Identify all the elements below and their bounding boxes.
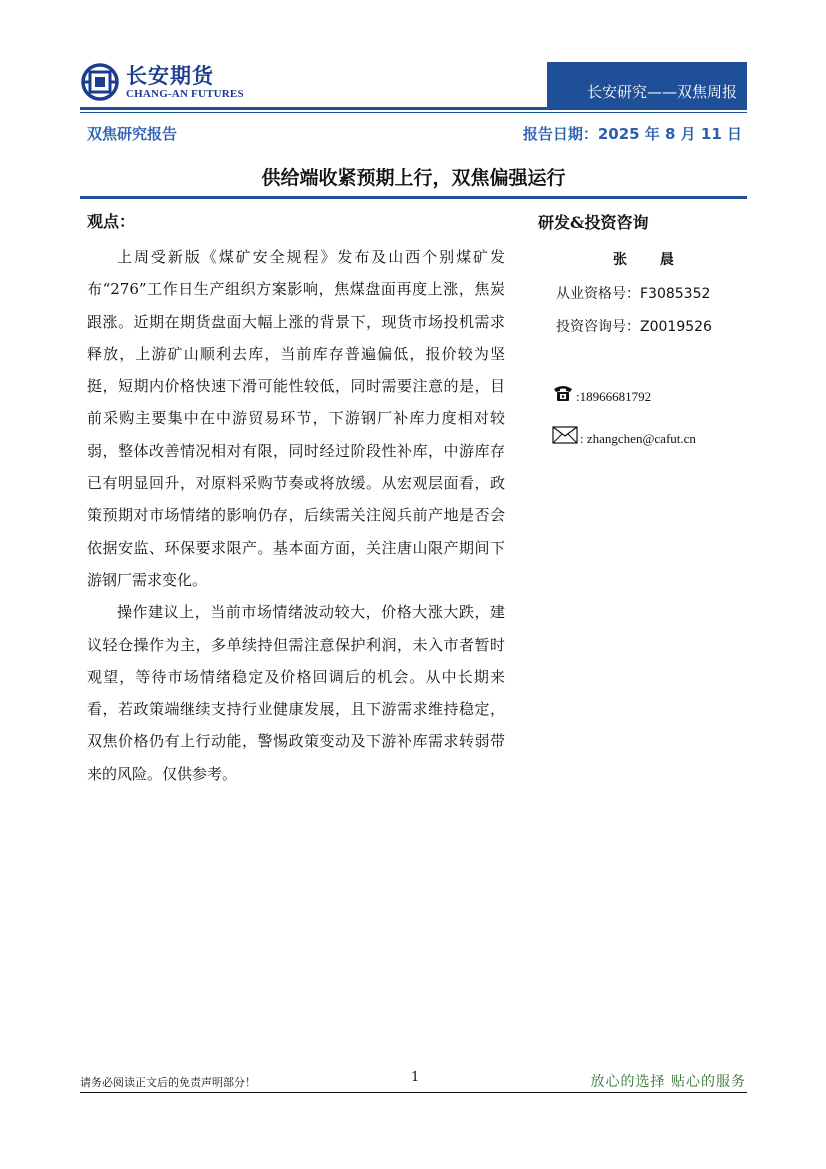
company-name: 长安期货	[126, 64, 214, 88]
qualification-number	[556, 283, 710, 303]
viewpoint-label: 观点：	[87, 212, 136, 231]
footer-rule	[80, 1092, 747, 1093]
header-rule	[80, 107, 747, 110]
qualification-label: 从业资格号：	[556, 286, 640, 302]
viewpoint-body	[87, 241, 505, 790]
header-rule-thin	[80, 112, 747, 113]
title-rule	[80, 196, 747, 199]
phone-number: :18966681792	[576, 389, 652, 404]
footer-slogan: 放心的选择 贴心的服务	[590, 1074, 746, 1090]
email-address: : zhangchen@cafut.cn	[580, 431, 696, 446]
analyst-name: 张 晨	[613, 252, 688, 268]
analyst-heading: 研发&投资咨询	[538, 213, 649, 232]
report-series-title: 长安研究——双焦周报	[586, 83, 737, 101]
viewpoint-paragraph: 上周受新版《煤矿安全规程》发布及山西个别煤矿发布“276”工作日生产组织方案影响，焦煤盘面再度上涨，焦炭跟涨。近期在期货盘面大幅上涨的背景下，现货市场投机需求释放，上游矿山顺利去库，当前库存普遍偏低，报价较为坚挺，短期内价格快速下滑可能性较低，同时需要注意的是，目前采购主要集中在中游贸易环节，下游钢厂补库力度相对较弱，整体改善情况相对有限，同时经过阶段性补库，中游库存已有明显回升，对原料采购节奏或将放缓。从宏观层面看，政策预期对市场情绪的影响仍存，后续需关注阅兵前产地是否会依据安监、环保要求限产。基本面方面，关注唐山限产期间下游钢厂需求变化。	[87, 248, 505, 589]
analyst-email	[552, 423, 696, 447]
advisory-number	[556, 316, 712, 336]
viewpoint-paragraph: 操作建议上，当前市场情绪波动较大，价格大涨大跌，建议轻仓操作为主，多单续持但需注意保护利润，未入市者暂时观望，等待市场情绪稳定及价格回调后的机会。从中长期来看，若政策端继续支持行业健康发展，且下游需求维持稳定，双焦价格仍有上行动能，警惕政策变动及下游补库需求转弱带来的风险。仅供参考。	[87, 603, 505, 783]
report-date: 报告日期：2025 年 8 月 11 日	[522, 125, 742, 143]
report-type: 双焦研究报告	[87, 125, 178, 143]
report-title: 供给端收紧预期上行，双焦偏强运行	[261, 167, 566, 189]
page-number: 1	[411, 1070, 420, 1085]
envelope-icon	[552, 426, 578, 444]
analyst-phone	[552, 380, 651, 405]
telephone-icon	[552, 383, 574, 403]
qualification-value: F3085352	[640, 286, 711, 302]
advisory-value: Z0019526	[640, 319, 712, 335]
footer-disclaimer: 请务必阅读正文后的免责声明部分！	[80, 1076, 256, 1089]
advisory-label: 投资咨询号：	[556, 319, 640, 335]
company-logo-icon	[81, 63, 119, 101]
company-name-en: CHANG-AN FUTURES	[126, 88, 244, 100]
